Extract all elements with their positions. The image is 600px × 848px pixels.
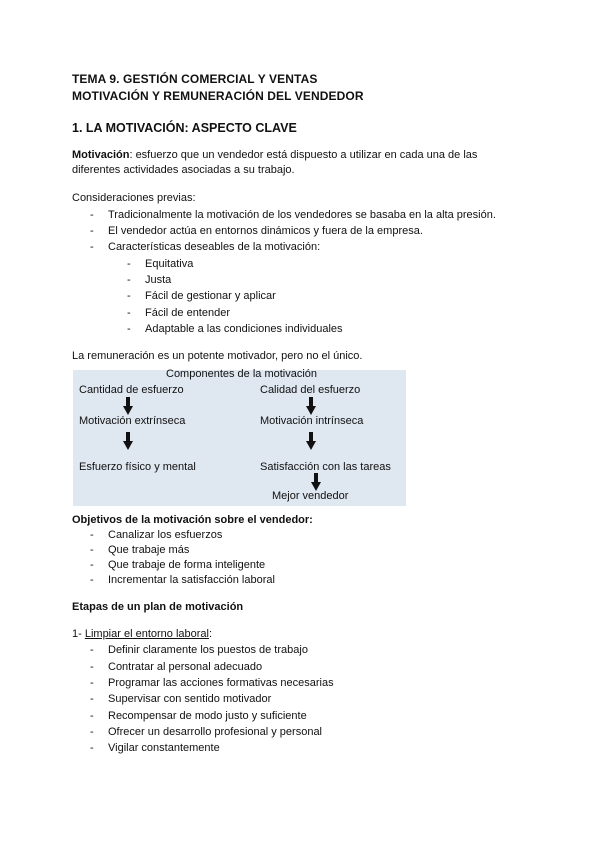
stage-item: Ofrecer un desarrollo profesional y personal [108, 726, 323, 738]
bullet-dash: - [90, 574, 94, 586]
diagram-right-node: Calidad del esfuerzo [260, 384, 361, 396]
bullet-dash: - [90, 529, 94, 541]
consideration-item: El vendedor actúa en entornos dinámicos y fuera de la empresa. [108, 225, 423, 237]
objective-item: Que trabaje más [108, 544, 190, 556]
definition-text-2: diferentes actividades asociadas a su trabajo. [72, 164, 295, 176]
stage-step-colon: : [208, 628, 213, 640]
bullet-dash: - [90, 241, 94, 253]
bullet-dash: - [127, 274, 131, 286]
objective-item: Canalizar los esfuerzos [108, 529, 223, 541]
bullet-dash: - [127, 323, 131, 335]
bullet-dash: - [90, 726, 94, 738]
bullet-dash: - [127, 307, 131, 319]
motivation-components-diagram [73, 370, 406, 506]
diagram-title: Componentes de la motivación [166, 368, 318, 380]
consideration-item: Características deseables de la motivación: [108, 241, 321, 253]
desirable-item: Fácil de entender [145, 307, 230, 319]
desirable-item: Adaptable a las condiciones individuales [145, 323, 343, 335]
stage-item: Recompensar de modo justo y suficiente [108, 710, 307, 722]
arrow-down-icon [311, 473, 321, 491]
bullet-dash: - [90, 693, 94, 705]
bullet-dash: - [90, 644, 94, 656]
diagram-left-node: Esfuerzo físico y mental [79, 461, 196, 473]
stage-item: Programar las acciones formativas necesarias [108, 677, 334, 689]
bullet-dash: - [127, 258, 131, 270]
bullet-dash: - [90, 677, 94, 689]
stage-step-number: 1- [72, 628, 85, 640]
desirable-item: Fácil de gestionar y aplicar [145, 290, 276, 302]
diagram-result: Mejor vendedor [272, 490, 349, 502]
arrow-down-icon [306, 397, 316, 415]
definition-text-1: : esfuerzo que un vendedor está dispuesto a utilizar en cada una de las [129, 149, 478, 161]
arrow-down-icon [123, 397, 133, 415]
doc-title-line2: MOTIVACIÓN Y REMUNERACIÓN DEL VENDEDOR [72, 89, 364, 103]
bullet-dash: - [90, 559, 94, 571]
diagram-right-node: Motivación intrínseca [260, 415, 364, 427]
objective-item: Incrementar la satisfacción laboral [108, 574, 275, 586]
doc-title-line1: TEMA 9. GESTIÓN COMERCIAL Y VENTAS [72, 72, 318, 86]
stage-step-label: Limpiar el entorno laboral [84, 628, 209, 640]
section-heading: 1. LA MOTIVACIÓN: ASPECTO CLAVE [72, 121, 297, 135]
diagram-left-node: Cantidad de esfuerzo [79, 384, 184, 396]
definition-term: Motivación [72, 149, 130, 161]
objectives-title: Objetivos de la motivación sobre el vendedor: [72, 514, 313, 526]
stage-item: Supervisar con sentido motivador [108, 693, 272, 705]
bullet-dash: - [90, 209, 94, 221]
remuneration-note: La remuneración es un potente motivador, pero no el único. [72, 350, 363, 362]
considerations-title: Consideraciones previas: [72, 192, 196, 204]
stage-step-heading [72, 628, 212, 640]
bullet-dash: - [90, 742, 94, 754]
stage-item: Contratar al personal adecuado [108, 661, 263, 673]
bullet-dash: - [127, 290, 131, 302]
diagram-left-node: Motivación extrínseca [79, 415, 186, 427]
desirable-item: Equitativa [145, 258, 194, 270]
stage-item: Vigilar constantemente [108, 742, 220, 754]
desirable-item: Justa [145, 274, 172, 286]
arrow-down-icon [306, 432, 316, 450]
bullet-dash: - [90, 225, 94, 237]
stage-item: Definir claramente los puestos de trabajo [108, 644, 308, 656]
objective-item: Que trabaje de forma inteligente [108, 559, 266, 571]
diagram-right-node: Satisfacción con las tareas [260, 461, 391, 473]
stages-title: Etapas de un plan de motivación [72, 601, 244, 613]
definition-paragraph [72, 147, 527, 164]
arrow-down-icon [123, 432, 133, 450]
bullet-dash: - [90, 661, 94, 673]
bullet-dash: - [90, 544, 94, 556]
bullet-dash: - [90, 710, 94, 722]
consideration-item: Tradicionalmente la motivación de los vendedores se basaba en la alta presión. [108, 209, 496, 221]
